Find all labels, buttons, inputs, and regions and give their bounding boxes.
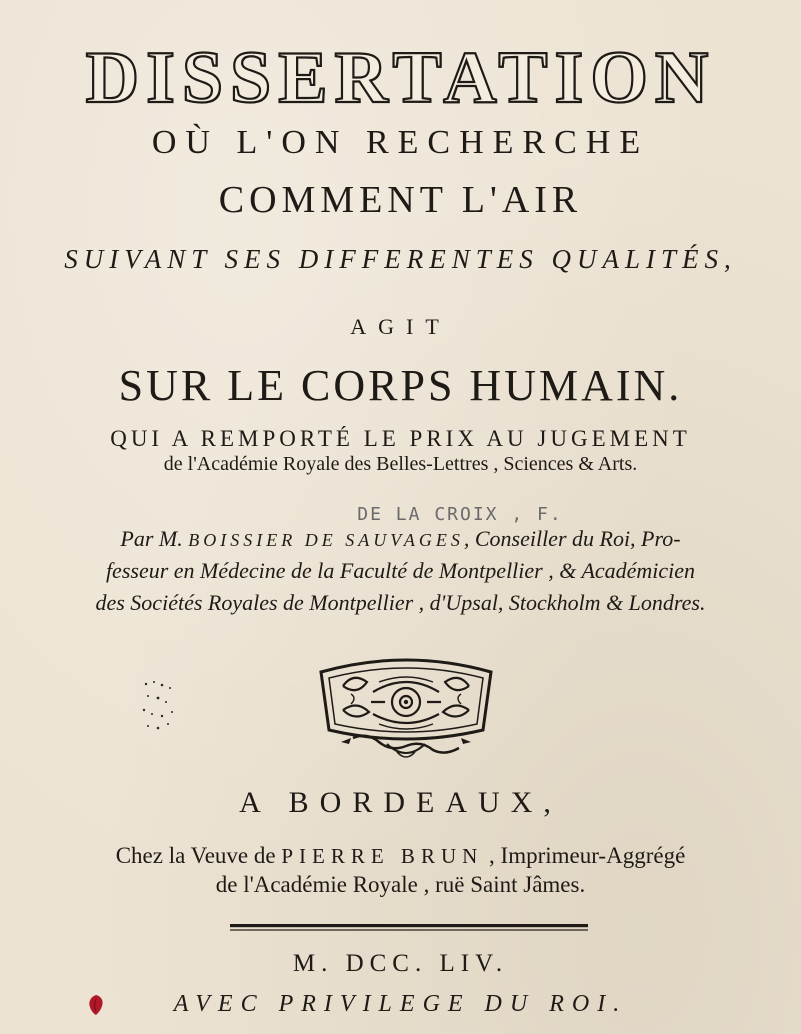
privilege-line: AVEC PRIVILEGE DU ROI.: [173, 991, 628, 1017]
imprint-printer-line: [0, 843, 801, 869]
printer-rest: , Imprimeur-Aggrégé: [489, 843, 686, 868]
stamp-marks-icon: [136, 676, 186, 736]
double-rule-divider: [230, 924, 588, 932]
main-title: DISSERTATION: [85, 37, 716, 119]
subtitle-line-4: AGIT: [350, 314, 451, 339]
author-name: BOISSIER DE SAUVAGES: [188, 530, 464, 550]
subtitle-line-5: SUR LE CORPS HUMAIN.: [118, 361, 683, 410]
prize-line: QUI A REMPORTÉ LE PRIX AU JUGEMENT: [110, 426, 691, 451]
handwritten-note: DE LA CROIX , F.: [357, 504, 563, 525]
author-title: M.: [158, 526, 183, 551]
imprint-city: A BORDEAUX,: [239, 786, 562, 819]
printers-ornament-icon: [313, 652, 499, 762]
imprint-address: de l'Académie Royale , ruë Saint Jâmes.: [215, 872, 586, 897]
author-line-1-rest: , Conseiller du Roi, Pro-: [463, 526, 681, 551]
subtitle-line-2: COMMENT L'AIR: [218, 179, 583, 221]
subtitle-line-3: SUIVANT SES DIFFERENTES QUALITÉS,: [64, 244, 737, 274]
author-line-1: [0, 526, 801, 552]
author-line-3: des Sociétés Royales de Montpellier , d'Upsal, Stockholm & Londres.: [95, 590, 706, 615]
printer-name: PIERRE BRUN: [281, 844, 484, 868]
academy-line: de l'Académie Royale des Belles-Lettres , Sciences & Arts.: [163, 453, 638, 475]
subtitle-line-1: OÙ L'ON RECHERCHE: [151, 124, 650, 161]
author-line-2: fesseur en Médecine de la Faculté de Montpellier , & Académicien: [105, 558, 696, 583]
imprint-date: M. DCC. LIV.: [292, 950, 509, 977]
author-prefix: Par: [120, 526, 154, 551]
printer-prefix: Chez la Veuve de: [115, 843, 276, 868]
